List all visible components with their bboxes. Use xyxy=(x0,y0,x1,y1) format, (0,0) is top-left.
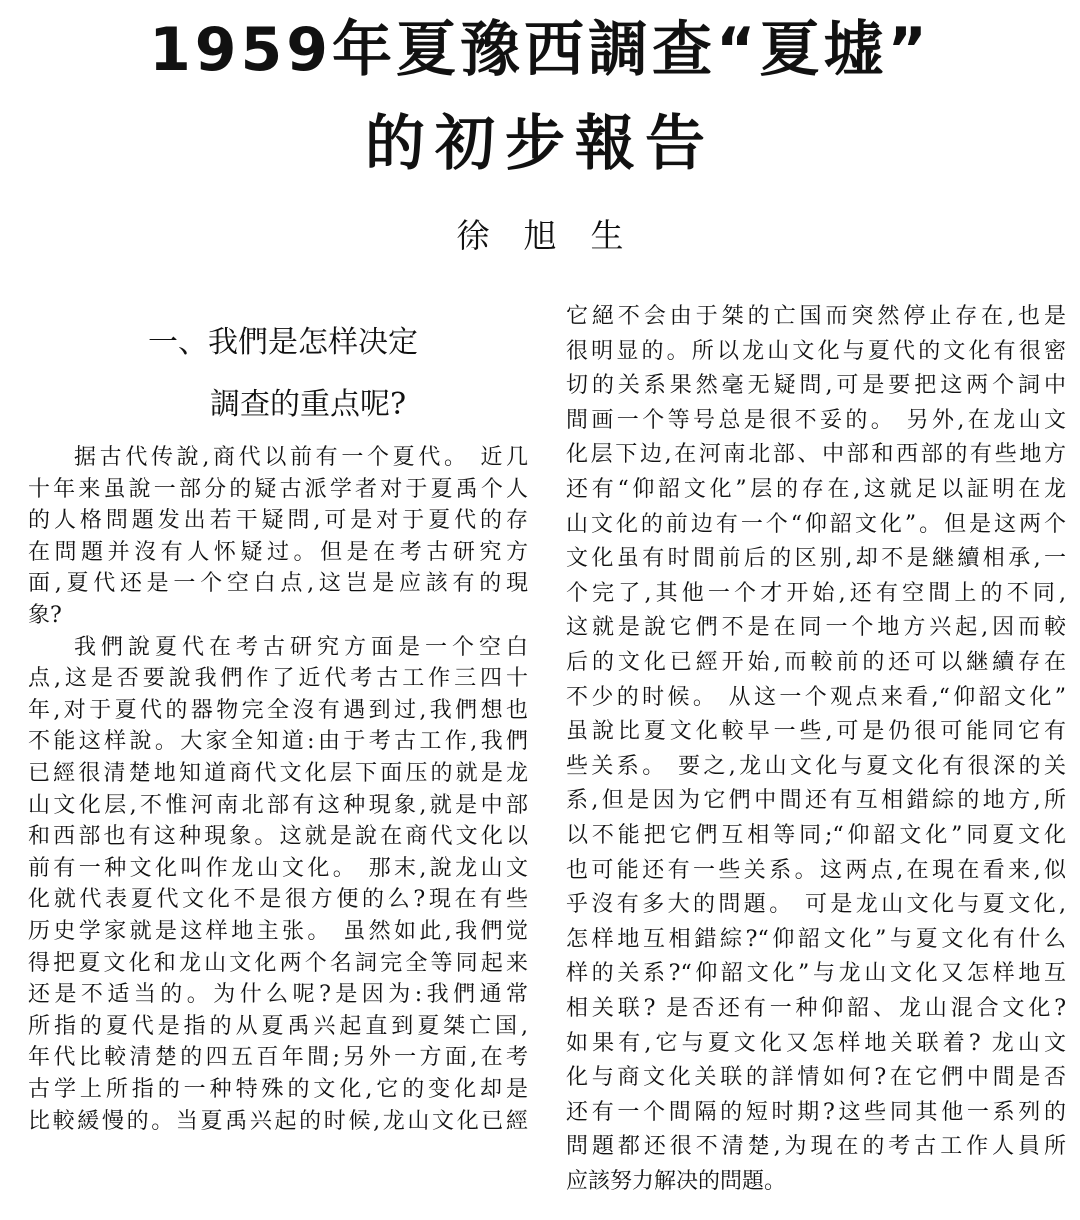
title-line-1: 1959年夏豫西調查“夏墟” xyxy=(149,15,931,85)
body-text-line: 比較緩慢的。当夏禹兴起的时候,龙山文化已經 xyxy=(28,1108,528,1134)
body-text-line: 据古代传說,商代以前有一个夏代。 近几 xyxy=(74,445,528,470)
body-text-line: 很明显的。所以龙山文化与夏代的文化有很密 xyxy=(566,338,1066,364)
body-text-line: 应該努力解决的問題。 xyxy=(566,1169,787,1194)
body-text-line: 点,这是否要說我們作了近代考古工作三四十 xyxy=(28,666,528,692)
body-text-line: 也可能还有一些关系。这两点,在現在看来,似 xyxy=(566,857,1066,883)
body-text-line: 不能这样說。大家全知道:由于考古工作,我們 xyxy=(28,729,528,755)
body-text-line: 后的文化已經开始,而較前的还可以継續存在 xyxy=(566,650,1066,675)
author-name: 徐旭生 xyxy=(456,216,658,255)
body-text-line: 的人格問題发出若干疑問,可是对于夏代的存 xyxy=(28,508,528,534)
body-text-line: 和西部也有这种現象。这就是說在商代文化以 xyxy=(28,824,528,850)
body-text-line: 些关系。 要之,龙山文化与夏文化有很深的关 xyxy=(566,753,1066,779)
body-text-line: 还有一个間隔的短时期?这些同其他一系列的 xyxy=(566,1099,1066,1125)
body-text-line: 十年来虽說一部分的疑古派学者对于夏禹个人 xyxy=(28,476,528,502)
body-text-line: 得把夏文化和龙山文化两个名詞完全等同起来 xyxy=(28,950,528,976)
body-text-line: 問題都还很不清楚,为現在的考古工作人員所 xyxy=(566,1134,1066,1160)
body-text-line: 化与商文化关联的詳情如何?在它們中間是否 xyxy=(566,1065,1066,1091)
body-text-line: 还是不适当的。为什么呢?是因为:我們通常 xyxy=(28,982,528,1008)
body-text-line: 年,对于夏代的器物完全沒有遇到过,我們想也 xyxy=(28,697,528,723)
section-heading-line-1: 一、我們是怎样决定 xyxy=(148,325,418,360)
body-text-line: 化就代表夏代文化不是很方便的么?現在有些 xyxy=(28,887,528,913)
body-text-line: 在問題并沒有人怀疑过。但是在考古研究方 xyxy=(28,539,528,565)
body-text-line: 它絕不会由于桀的亡国而突然停止存在,也是 xyxy=(566,304,1066,329)
body-text-line: 前有一种文化叫作龙山文化。 那末,說龙山文 xyxy=(28,855,528,881)
body-text-line: 个完了,其他一个才开始,还有空間上的不同, xyxy=(566,580,1066,606)
section-heading-line-2: 調查的重点呢? xyxy=(210,387,407,422)
body-text-line: 間画一个等号总是很不妥的。 另外,在龙山文 xyxy=(566,407,1066,433)
body-text-line: 面,夏代还是一个空白点,这岂是应該有的現 xyxy=(28,571,528,597)
body-text-line: 虽說比夏文化較早一些,可是仍很可能同它有 xyxy=(566,719,1066,745)
body-text-line: 切的关系果然毫无疑問,可是要把这两个詞中 xyxy=(566,373,1066,399)
body-text-line: 象? xyxy=(28,603,62,628)
body-text-line: 相关联? 是否还有一种仰韶、龙山混合文化? xyxy=(566,996,1066,1021)
body-text-line: 乎沒有多大的問題。 可是龙山文化与夏文化, xyxy=(566,892,1066,918)
body-text-line: 这就是說它們不是在同一个地方兴起,因而較 xyxy=(566,615,1066,641)
body-text-line: 如果有,它与夏文化又怎样地关联着? 龙山文 xyxy=(566,1030,1066,1056)
body-text-line: 我們說夏代在考古研究方面是一个空白 xyxy=(74,634,528,660)
body-text-line: 怎样地互相錯綜?“仰韶文化”与夏文化有什么 xyxy=(566,926,1066,952)
body-text-line: 还有“仰韶文化”层的存在,这就足以証明在龙 xyxy=(566,477,1066,502)
body-text-line: 古学上所指的一种特殊的文化,它的变化却是 xyxy=(28,1077,528,1102)
body-text-line: 系,但是因为它們中間还有互相錯綜的地方,所 xyxy=(566,788,1066,814)
body-text-line: 样的关系?“仰韶文化”与龙山文化又怎样地互 xyxy=(566,961,1066,987)
body-text-line: 不少的时候。 从这一个观点来看,“仰韶文化” xyxy=(566,684,1066,710)
body-text-line: 以不能把它們互相等同;“仰韶文化”同夏文化 xyxy=(566,823,1066,848)
body-text-line: 化层下边,在河南北部、中部和西部的有些地方 xyxy=(566,442,1066,468)
body-text-line: 年代比較清楚的四五百年間;另外一方面,在考 xyxy=(28,1045,528,1071)
body-text-line: 文化虽有时間前后的区别,却不是継續相承,一 xyxy=(566,546,1066,572)
body-text-line: 山文化层,不惟河南北部有这种現象,就是中部 xyxy=(28,792,528,818)
title-line-2: 的初步報告 xyxy=(365,109,715,179)
body-text-line: 历史学家就是这样地主张。 虽然如此,我們觉 xyxy=(28,919,528,944)
body-text-line: 已經很清楚地知道商代文化层下面压的就是龙 xyxy=(28,761,528,786)
body-text-line: 山文化的前边有一个“仰韶文化”。但是这两个 xyxy=(566,511,1066,537)
body-text-line: 所指的夏代是指的从夏禹兴起直到夏桀亡国, xyxy=(28,1013,528,1039)
